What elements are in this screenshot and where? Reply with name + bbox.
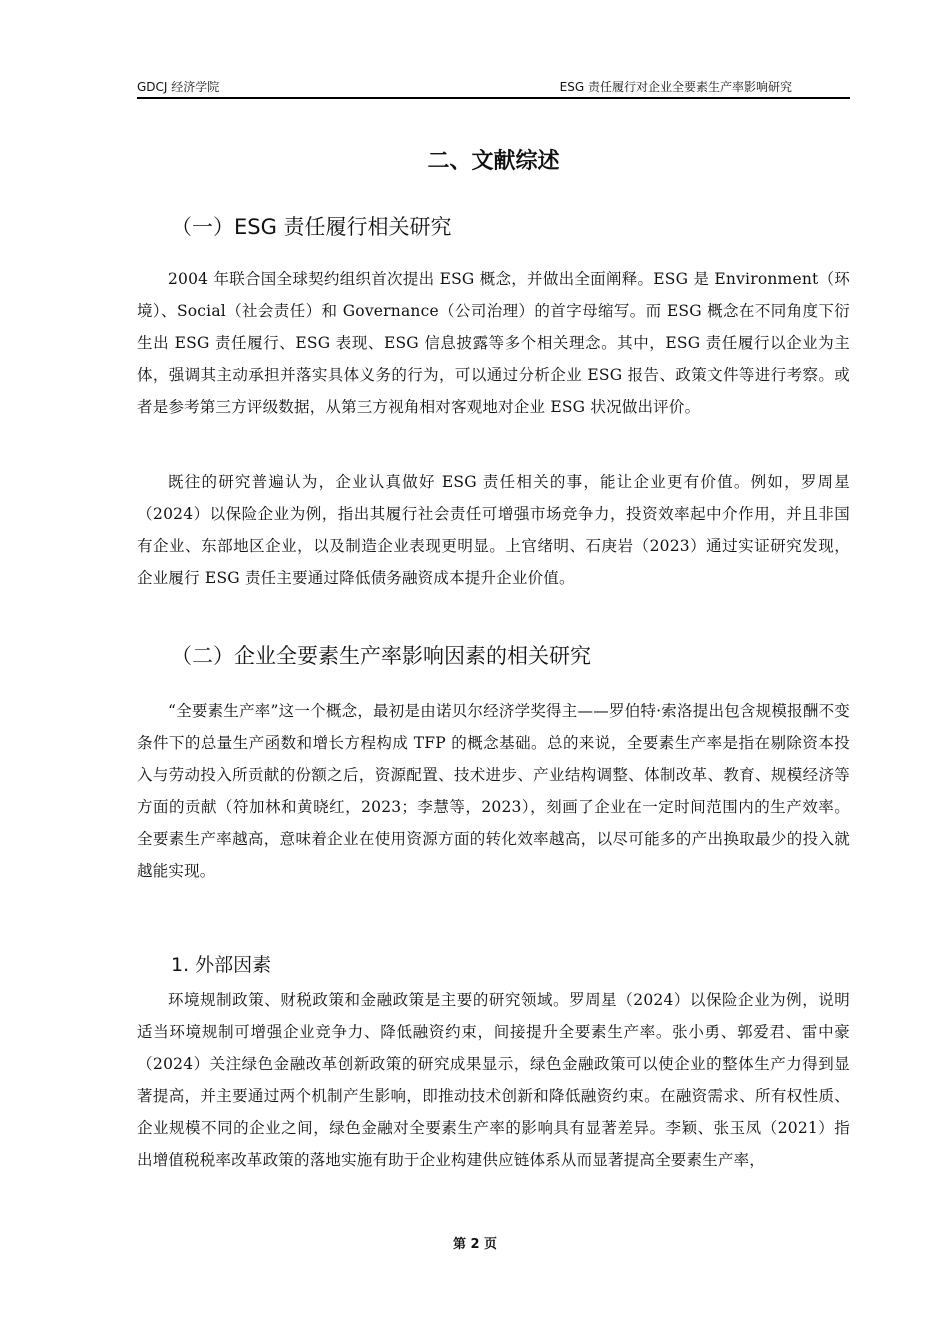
page-number: 第 2 页 — [452, 1237, 498, 1252]
header-document-title: ESG 责任履行对企业全要素生产率影响研究 — [559, 80, 792, 94]
chapter-title: 二、文献综述 — [427, 149, 560, 174]
page-header — [137, 79, 850, 99]
paragraph-external-factors: 环境规制政策、财税政策和金融政策是主要的研究领域。罗周星（2024）以保险企业为例，说明适当环境规制可增强企业竞争力、降低融资约束，间接提升全要素生产率。张小勇、郭爱君、雷中豪（2024）关注绿色金融改革创新政策的研究成果显示，绿色金融政策可以使企业的整体生产力得到显著提高，并主要通过两个机制产生影响，即推动技术创新和降低融资约束。在融资需求、所有权性质、企业规模不同的企业之间，绿色金融对全要素生产率的影响具有显著差异。李颖、张玉凤（2021）指出增值税税率改革政策的落地实施有助于企业构建供应链体系从而显著提高全要素生产率， — [137, 991, 850, 1169]
paragraph-esg-value: 既往的研究普遍认为，企业认真做好 ESG 责任相关的事，能让企业更有价值。例如，罗周星（2024）以保险企业为例，指出其履行社会责任可增强市场竞争力，投资效率起中介作用，并且非国有企业、东部地区企业，以及制造企业表现更明显。上官绪明、石庚岩（2023）通过实证研究发现，企业履行 ESG 责任主要通过降低债务融资成本提升企业价值。 — [137, 473, 850, 587]
section-title-esg: （一）ESG 责任履行相关研究 — [171, 215, 452, 239]
section-title-tfp: （二）企业全要素生产率影响因素的相关研究 — [171, 644, 591, 668]
header-institution: GDCJ 经济学院 — [137, 80, 220, 94]
subsection-title-external-factors: 1. 外部因素 — [171, 954, 272, 976]
paragraph-esg-concept: 2004 年联合国全球契约组织首次提出 ESG 概念，并做出全面阐释。ESG 是 Environment（环境）、Social（社会责任）和 Governance（公司治理）的首字母缩写。而 ESG 概念在不同角度下衍生出 ESG 责任履行、ESG 表现、ESG 信息披露等多个相关理念。其中，ESG 责任履行以企业为主体，强调其主动承担并落实具体义务的行为，可以通过分析企业 ESG 报告、政策文件等进行考察。或者是参考第三方评级数据，从第三方视角相对客观地对企业 ESG 状况做出评价。 — [137, 270, 850, 416]
paragraph-tfp-concept: “全要素生产率”这一个概念，最初是由诺贝尔经济学奖得主——罗伯特·索洛提出包含规模报酬不变条件下的总量生产函数和增长方程构成 TFP 的概念基础。总的来说，全要素生产率是指在剔除资本投入与劳动投入所贡献的份额之后，资源配置、技术进步、产业结构调整、体制改革、教育、规模经济等方面的贡献（符加林和黄晓红，2023；李慧等，2023），刻画了企业在一定时间范围内的生产效率。全要素生产率越高，意味着企业在使用资源方面的转化效率越高，以尽可能多的产出换取最少的投入就越能实现。 — [137, 702, 850, 880]
